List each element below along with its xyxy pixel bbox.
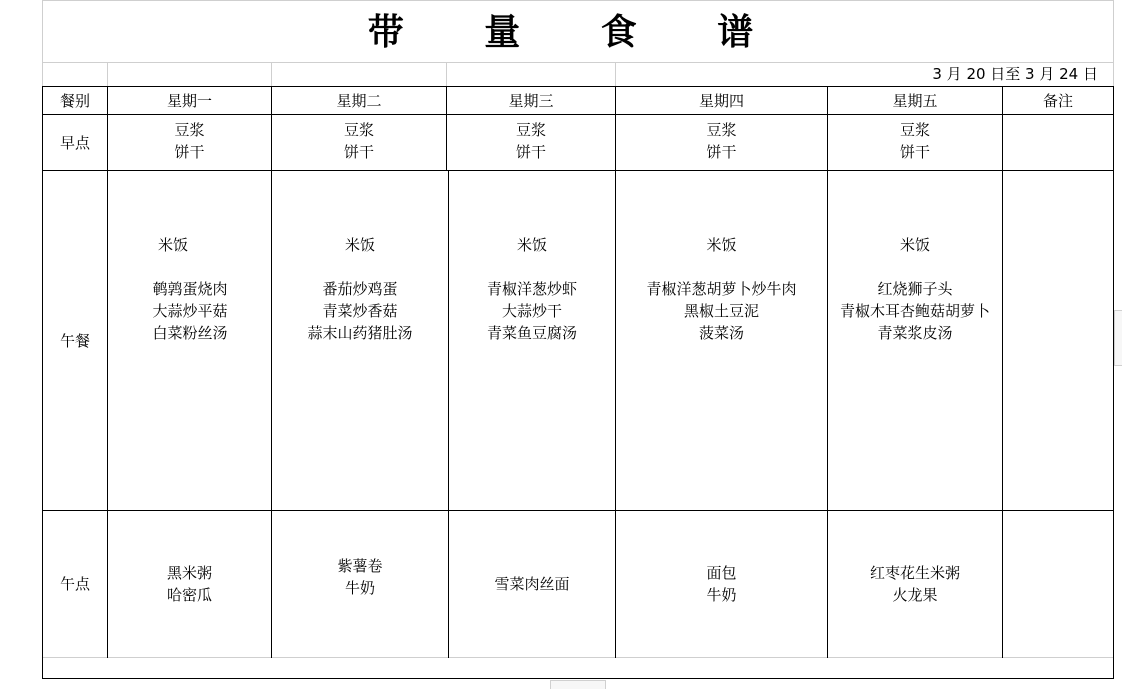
menu-item: 豆浆 (706, 121, 737, 139)
menu-item: 鹌鹑蛋烧肉 (152, 280, 228, 298)
menu-item: 饼干 (174, 143, 205, 161)
grid-col-line (271, 62, 272, 86)
lunch-wednesday-cell[interactable] (449, 234, 615, 344)
menu-item: 青椒洋葱炒虾 (486, 280, 577, 298)
menu-item: 豆浆 (343, 121, 374, 139)
menu-item: 蒜末山药猪肚汤 (307, 324, 413, 342)
menu-item: 青椒洋葱胡萝卜炒牛肉 (646, 280, 797, 298)
menu-item: 白菜粉丝汤 (152, 324, 228, 342)
breakfast-tuesday-cell[interactable] (272, 115, 446, 170)
menu-item: 饼干 (343, 143, 374, 161)
lunch-monday-cell[interactable] (90, 234, 290, 344)
grid-right-line (1113, 0, 1114, 86)
snack-friday-cell[interactable] (828, 511, 1002, 657)
menu-item: 饼干 (515, 143, 546, 161)
snack-monday-cell[interactable] (108, 511, 271, 657)
lunch-remark-cell[interactable] (1003, 171, 1113, 510)
menu-item: 豆浆 (899, 121, 930, 139)
staple-item: 米饭 (899, 236, 930, 254)
menu-item: 黑米粥 (166, 564, 212, 582)
vertical-scrollbar[interactable] (1114, 310, 1122, 366)
breakfast-monday-cell[interactable] (108, 115, 271, 170)
header-monday[interactable] (108, 87, 271, 114)
menu-item: 青椒木耳杏鲍菇胡萝卜 (839, 302, 990, 320)
date-range: 3 月 20 日至 3 月 24 日 (932, 65, 1098, 83)
snack-tuesday-cell[interactable] (272, 511, 448, 643)
menu-item: 青菜鱼豆腐汤 (486, 324, 577, 342)
breakfast-remark-cell[interactable] (1003, 115, 1113, 170)
menu-item: 菠菜汤 (698, 324, 744, 342)
page-title: 带 量 食 谱 (367, 11, 788, 53)
breakfast-friday-cell[interactable] (828, 115, 1002, 170)
meal-label: 午餐 (59, 331, 90, 350)
header-day-label: 星期三 (508, 91, 554, 110)
header-friday[interactable] (828, 87, 1002, 114)
breakfast-thursday-cell[interactable] (616, 115, 827, 170)
grid-col-line (615, 62, 616, 86)
menu-item: 牛奶 (344, 579, 375, 597)
table-border (1113, 86, 1114, 679)
menu-item: 牛奶 (706, 586, 737, 604)
menu-item: 大蒜炒平菇 (152, 302, 228, 320)
table-border (42, 678, 1114, 679)
header-day-label: 星期二 (336, 91, 382, 110)
staple-item: 米饭 (706, 236, 737, 254)
grid-line-title (42, 62, 1114, 63)
grid-bottom-row-line (42, 657, 1114, 658)
header-day-label: 星期四 (698, 91, 744, 110)
menu-item: 面包 (706, 564, 737, 582)
staple-item: 米饭 (516, 236, 547, 254)
row-label-breakfast[interactable] (43, 115, 107, 170)
menu-item: 红枣花生米粥 (869, 564, 960, 582)
meal-label: 午点 (59, 575, 90, 593)
menu-item: 火龙果 (892, 586, 938, 604)
menu-item: 哈密瓜 (166, 586, 212, 604)
header-day-label: 星期一 (166, 91, 212, 110)
breakfast-wednesday-cell[interactable] (447, 115, 615, 170)
header-tuesday[interactable] (272, 87, 446, 114)
lunch-tuesday-cell[interactable] (272, 234, 448, 344)
grid-col-line (446, 62, 447, 86)
menu-item: 雪菜肉丝面 (494, 575, 570, 593)
header-remark[interactable] (1003, 87, 1113, 114)
table-border (42, 170, 1114, 171)
staple-item: 米饭 (157, 236, 188, 254)
header-remark-label: 备注 (1042, 91, 1073, 110)
snack-remark-cell[interactable] (1003, 511, 1113, 657)
snack-wednesday-cell[interactable] (449, 511, 615, 657)
menu-item: 红烧狮子头 (877, 280, 953, 298)
menu-item: 青菜浆皮汤 (877, 324, 953, 342)
menu-item: 豆浆 (515, 121, 546, 139)
header-day-label: 星期五 (892, 91, 938, 110)
menu-item: 饼干 (899, 143, 930, 161)
menu-item: 豆浆 (174, 121, 205, 139)
menu-item: 黑椒土豆泥 (683, 302, 759, 320)
menu-item: 番茄炒鸡蛋 (322, 280, 398, 298)
lunch-thursday-cell[interactable] (616, 234, 827, 344)
staple-item: 米饭 (344, 236, 375, 254)
menu-item: 青菜炒香菇 (322, 302, 398, 320)
menu-item: 大蒜炒干 (501, 302, 562, 320)
menu-item: 紫薯卷 (337, 557, 383, 575)
menu-item: 饼干 (706, 143, 737, 161)
header-meal-label: 餐别 (59, 91, 90, 110)
grid-col-line (107, 62, 108, 86)
header-thursday[interactable] (616, 87, 827, 114)
row-label-snack[interactable] (43, 511, 107, 657)
header-meal[interactable] (43, 87, 107, 114)
meal-label: 早点 (59, 133, 90, 152)
lunch-friday-cell[interactable] (828, 234, 1002, 344)
header-wednesday[interactable] (447, 87, 615, 114)
grid-top-line (42, 0, 1114, 1)
snack-thursday-cell[interactable] (616, 511, 827, 657)
